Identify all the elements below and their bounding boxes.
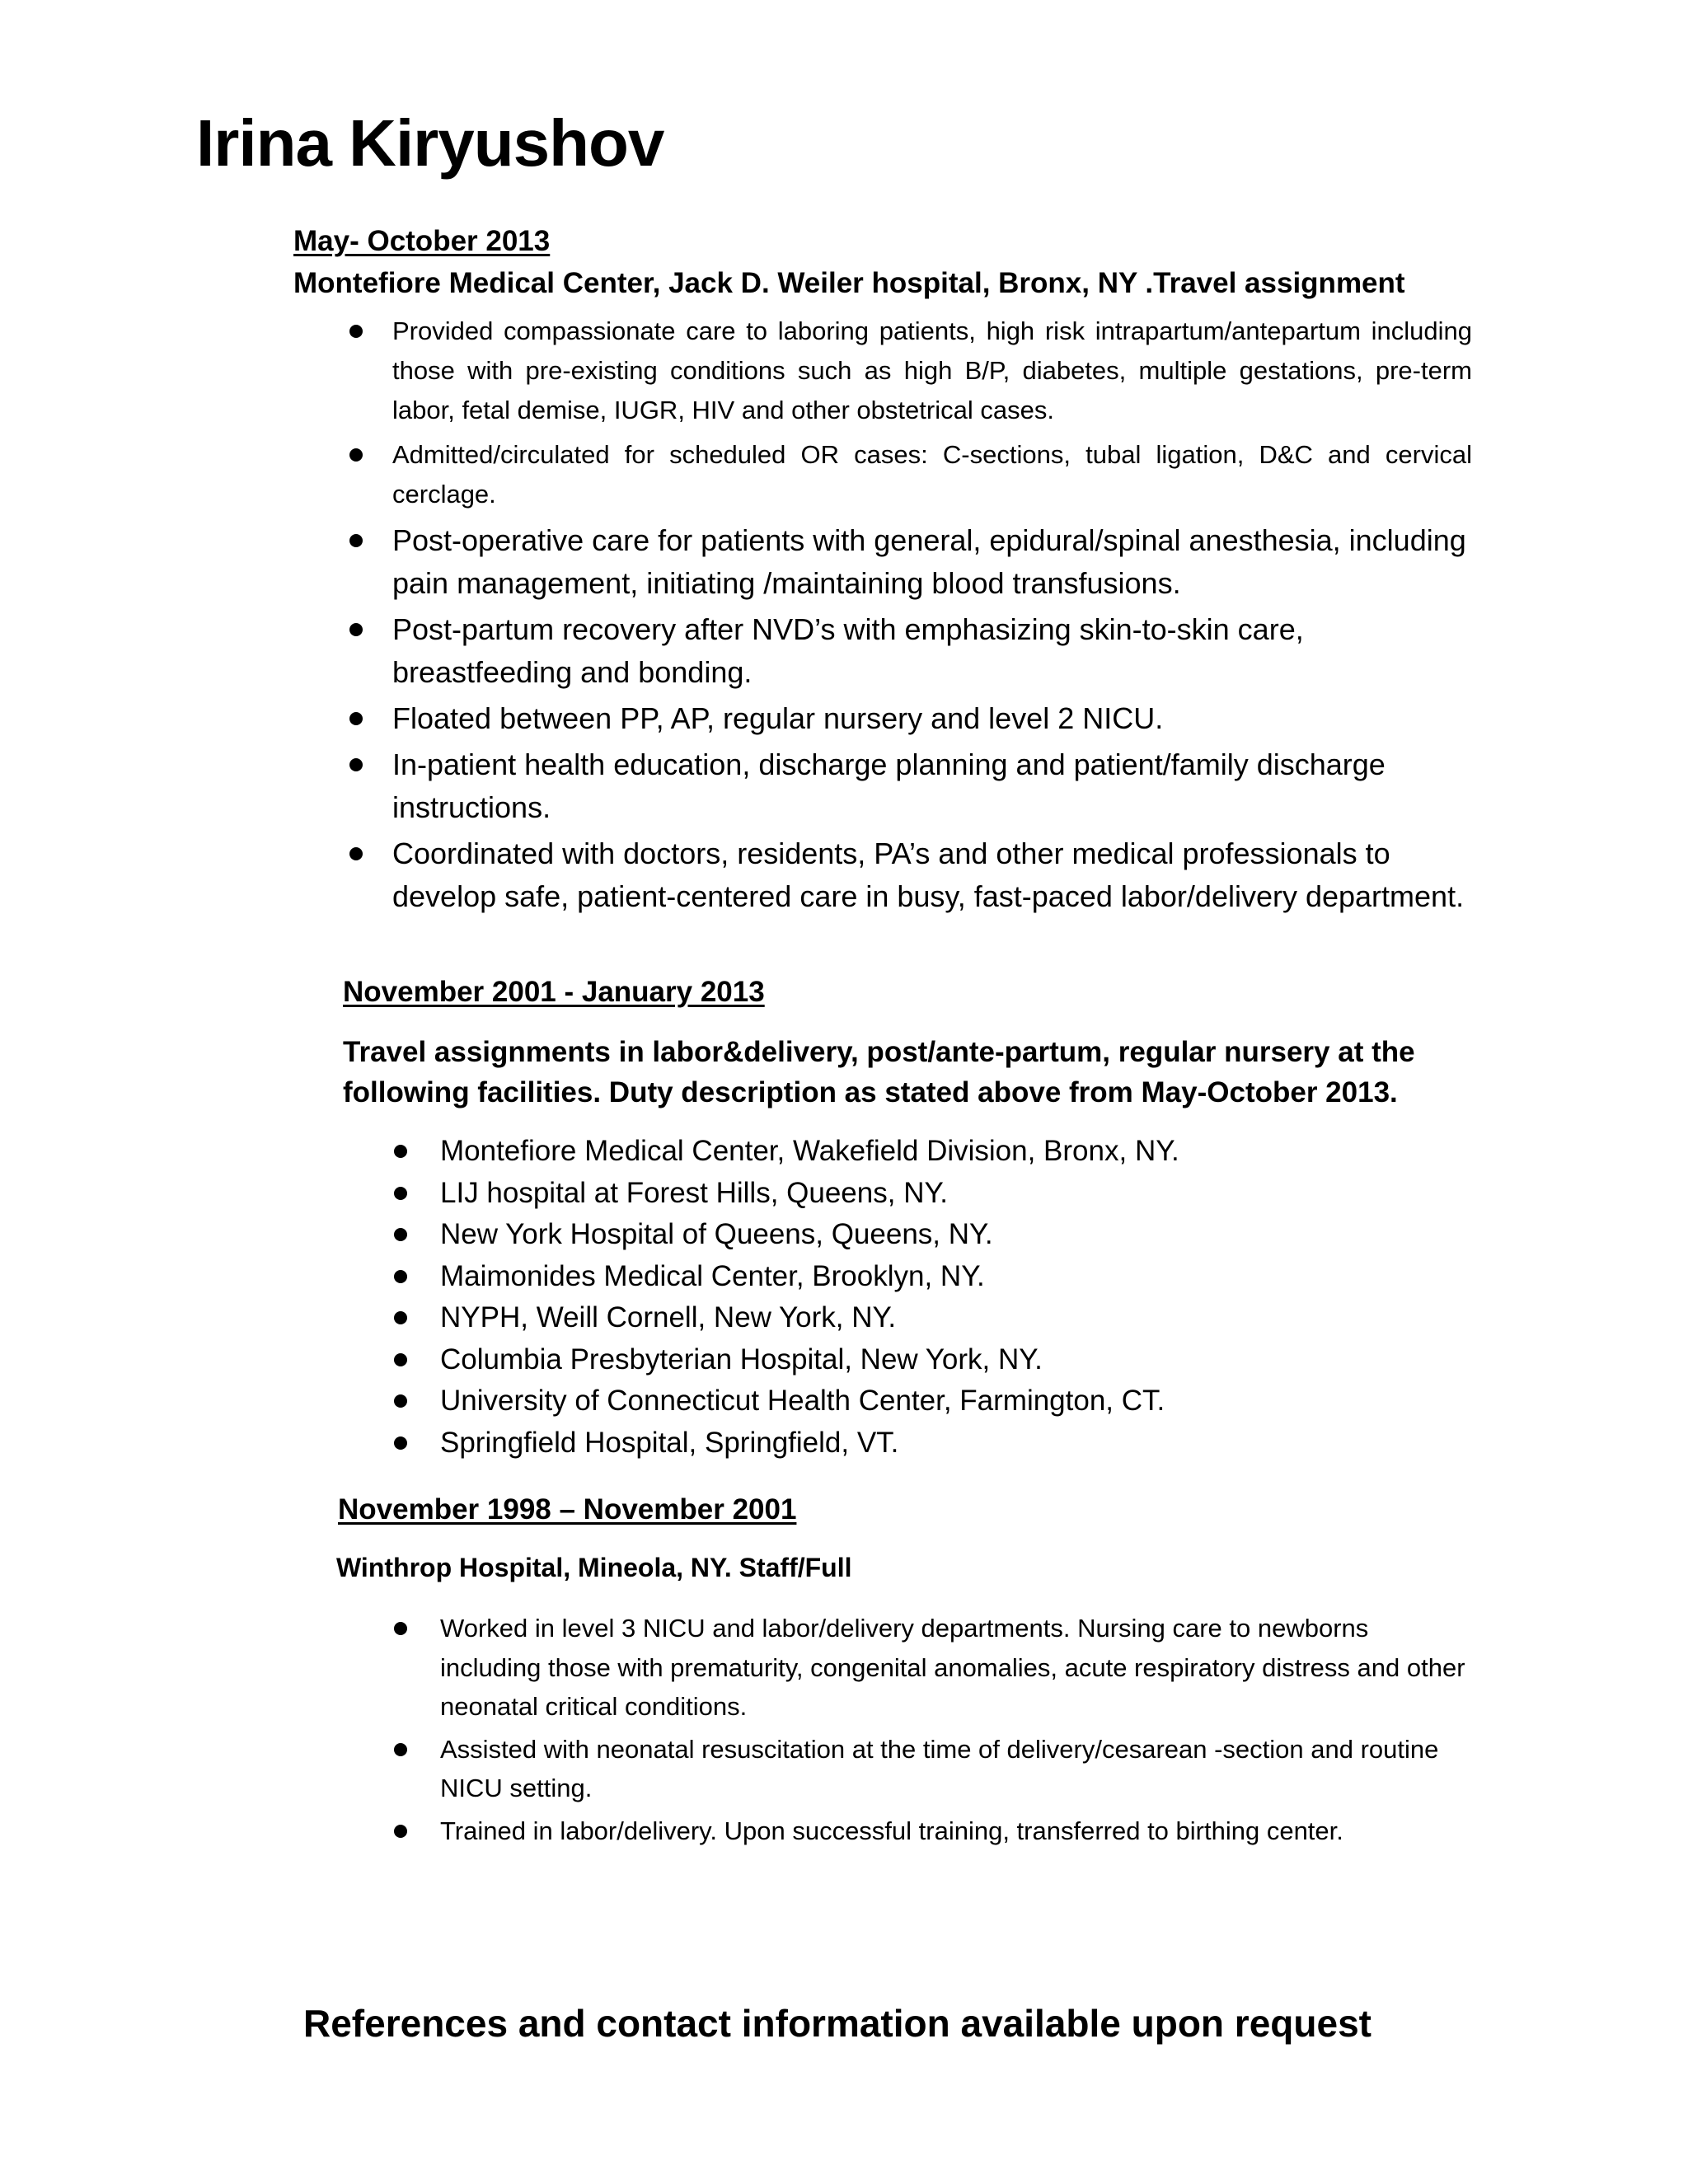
job-duties-list [440,1609,1472,1850]
list-item: Columbia Presbyterian Hospital, New York, NY. [440,1339,1472,1381]
bullet-icon [394,1825,407,1838]
bullet-icon [349,534,363,547]
bullet-icon [349,712,363,725]
list-item: Provided compassionate care to laboring patients, high risk intrapartum/antepartum including those with pre-existing conditions such as high B/P, diabetes, multiple gestations, pre-term labor, fetal demise, IUGR, HIV and other obstetrical cases. [392,312,1472,430]
job-duties-list [392,312,1472,918]
bullet-icon [394,1622,407,1635]
list-item: University of Connecticut Health Center, Farmington, CT. [440,1380,1472,1422]
job-date: November 2001 - January 2013 [343,976,765,1008]
list-item: In-patient health education, discharge planning and patient/family discharge instructions. [392,743,1472,829]
resume-name: Irina Kiryushov [196,106,664,180]
list-item: Post-operative care for patients with general, epidural/spinal anesthesia, including pain management, initiating /maintaining blood transfusions. [392,519,1472,605]
bullet-icon [349,623,363,636]
job-section-2 [343,971,1472,1464]
job-facility: Montefiore Medical Center, Jack D. Weiler hospital, Bronx, NY .Travel assignment [293,267,1405,299]
list-item: Post-partum recovery after NVD’s with emphasizing skin-to-skin care, breastfeeding and bonding. [392,608,1472,694]
job-section-3 [338,1488,1472,1854]
bullet-icon [394,1436,407,1450]
list-item: Springfield Hospital, Springfield, VT. [440,1422,1472,1465]
list-item: LIJ hospital at Forest Hills, Queens, NY. [440,1173,1472,1215]
bullet-icon [349,847,363,860]
facility-list [440,1131,1472,1464]
list-item: Trained in labor/delivery. Upon successful training, transferred to birthing center. [440,1811,1472,1851]
list-item: Assisted with neonatal resuscitation at the time of delivery/cesarean -section and routine NICU setting. [440,1730,1472,1808]
job-description: Travel assignments in labor&delivery, post/ante-partum, regular nursery at the following facilities. Duty description as stated above from May-October 2013. [343,1036,1415,1108]
job-date: November 1998 – November 2001 [338,1493,797,1526]
job-section-1 [293,221,1472,921]
list-item: New York Hospital of Queens, Queens, NY. [440,1214,1472,1256]
bullet-icon [394,1187,407,1200]
bullet-icon [394,1228,407,1241]
list-item: Coordinated with doctors, residents, PA’s and other medical professionals to develop safe, patient-centered care in busy, fast-paced labor/delivery department. [392,832,1472,918]
bullet-icon [394,1311,407,1324]
bullet-icon [349,325,363,338]
list-item: Worked in level 3 NICU and labor/delivery departments. Nursing care to newborns including those with prematurity, congenital anomalies, acute respiratory distress and other neonatal critical conditions. [440,1609,1472,1727]
bullet-icon [394,1270,407,1283]
list-item: NYPH, Weill Cornell, New York, NY. [440,1297,1472,1339]
list-item: Admitted/circulated for scheduled OR cases: C-sections, tubal ligation, D&C and cervical cerclage. [392,435,1472,514]
list-item: Maimonides Medical Center, Brooklyn, NY. [440,1256,1472,1298]
bullet-icon [394,1394,407,1408]
job-facility: Winthrop Hospital, Mineola, NY. Staff/Full [336,1553,852,1582]
list-item: Montefiore Medical Center, Wakefield Division, Bronx, NY. [440,1131,1472,1173]
list-item: Floated between PP, AP, regular nursery and level 2 NICU. [392,697,1472,740]
bullet-icon [394,1743,407,1756]
bullet-icon [394,1353,407,1366]
bullet-icon [349,448,363,462]
bullet-icon [349,758,363,771]
references-footer: References and contact information available upon request [303,2002,1372,2045]
job-date: May- October 2013 [293,225,551,257]
bullet-icon [394,1145,407,1158]
